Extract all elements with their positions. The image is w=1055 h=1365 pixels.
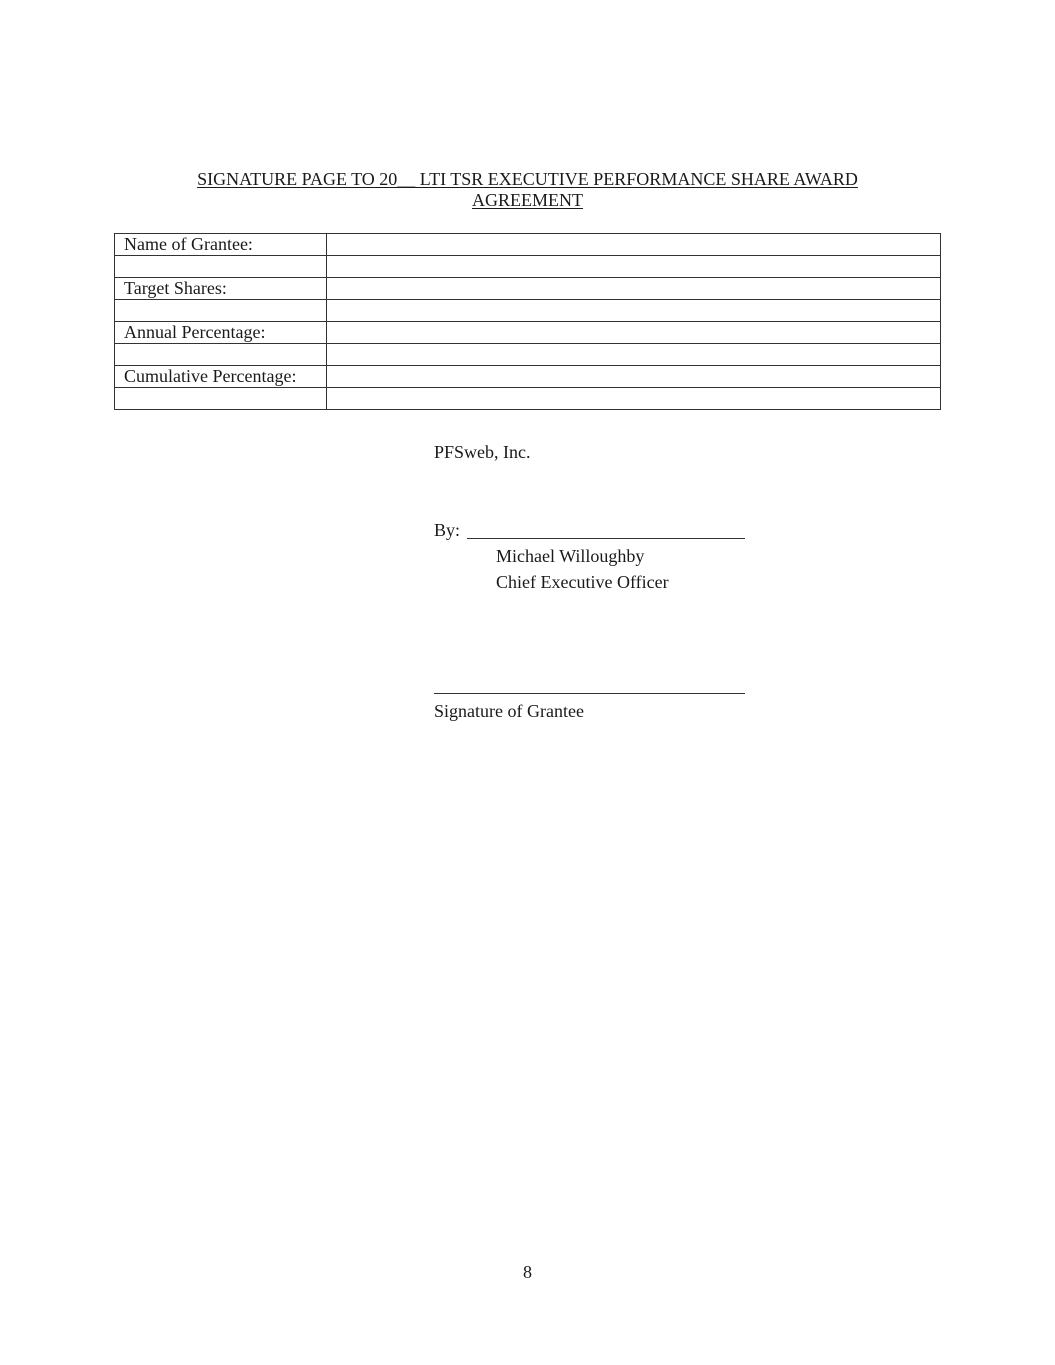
table-row — [115, 344, 941, 366]
name-of-grantee-value — [327, 234, 941, 256]
table-cell — [327, 256, 941, 278]
table-row — [115, 256, 941, 278]
name-of-grantee-label: Name of Grantee: — [115, 234, 327, 256]
table-row — [115, 300, 941, 322]
cumulative-percentage-label: Cumulative Percentage: — [115, 366, 327, 388]
by-label: By: — [434, 520, 461, 540]
page-title: SIGNATURE PAGE TO 20__ LTI TSR EXECUTIVE PERFORMANCE SHARE AWARD — [197, 169, 858, 189]
table-row — [115, 278, 941, 300]
officer-name: Michael Willoughby — [496, 546, 645, 566]
target-shares-value — [327, 278, 941, 300]
annual-percentage-label: Annual Percentage: — [115, 322, 327, 344]
table-cell — [327, 388, 941, 410]
table-row — [115, 366, 941, 388]
officer-title: Chief Executive Officer — [496, 572, 669, 592]
page-title-continued: AGREEMENT — [472, 190, 583, 210]
target-shares-label: Target Shares: — [115, 278, 327, 300]
company-name: PFSweb, Inc. — [434, 442, 531, 462]
annual-percentage-value — [327, 322, 941, 344]
table-row — [115, 388, 941, 410]
table-row — [115, 234, 941, 256]
grantee-signature-line — [434, 693, 745, 694]
page-number: 8 — [523, 1262, 532, 1282]
table-cell — [115, 300, 327, 322]
grantee-info-table — [114, 233, 941, 410]
table-cell — [327, 344, 941, 366]
company-signature-line — [467, 538, 745, 539]
cumulative-percentage-value — [327, 366, 941, 388]
table-cell — [327, 300, 941, 322]
table-cell — [115, 256, 327, 278]
table-row — [115, 322, 941, 344]
table-cell — [115, 388, 327, 410]
table-cell — [115, 344, 327, 366]
grantee-signature-caption: Signature of Grantee — [434, 701, 584, 721]
